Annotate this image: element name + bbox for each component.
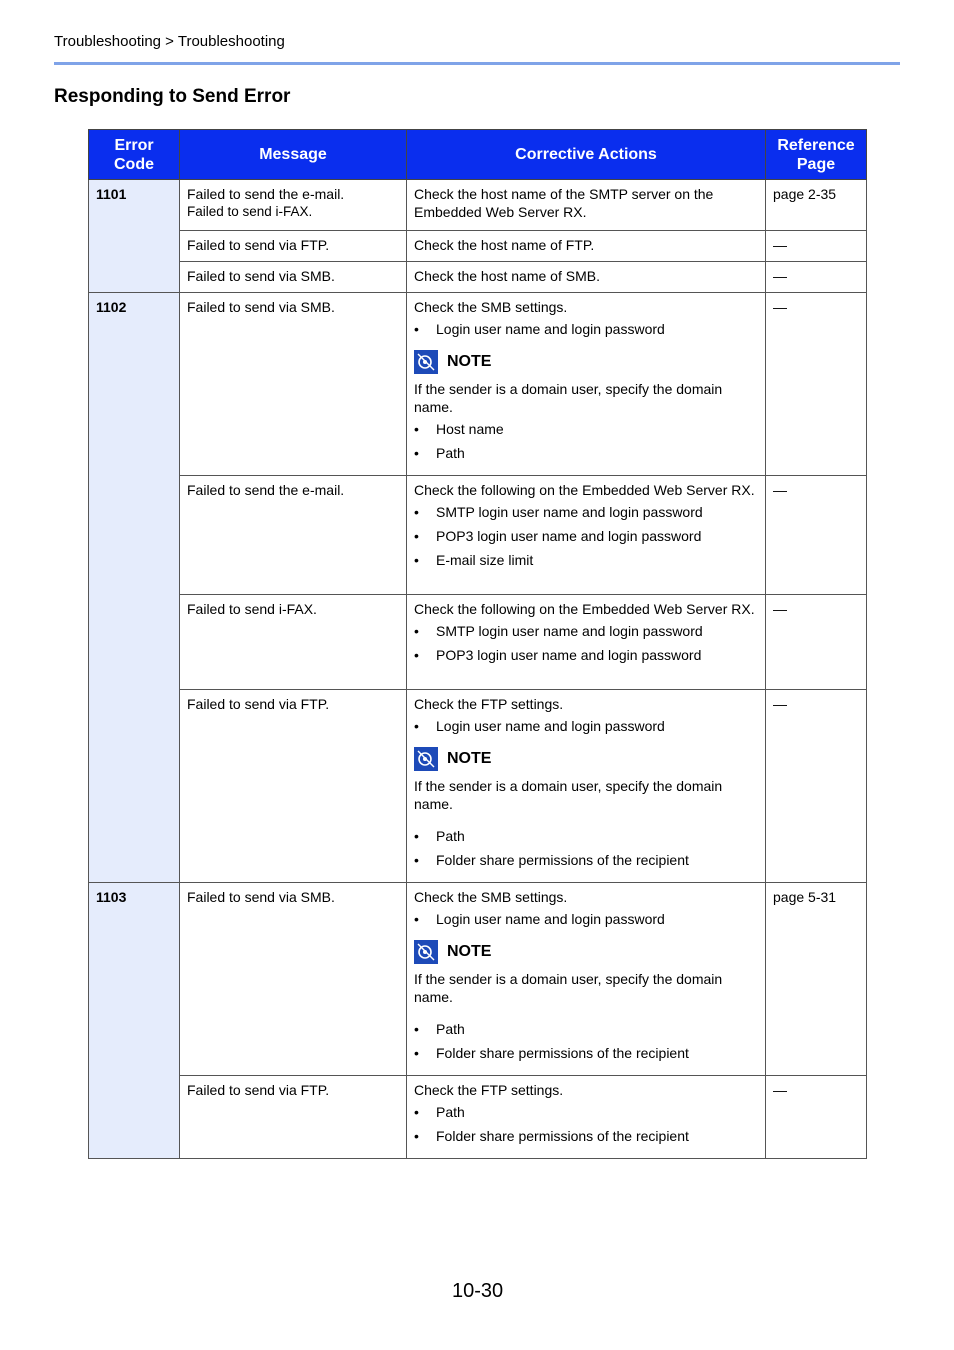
- action-cell: Check the host name of SMB.: [407, 262, 766, 293]
- action-list: [414, 1103, 758, 1145]
- action-cell: [407, 476, 766, 595]
- list-item: • SMTP login user name and login password: [414, 622, 758, 640]
- list-item: • Path: [414, 444, 758, 462]
- note-text: If the sender is a domain user, specify the domain name.: [414, 381, 723, 415]
- action-cell: [407, 180, 766, 231]
- note-label: NOTE: [447, 750, 492, 767]
- table-row: [89, 262, 867, 293]
- reference-cell: —: [766, 476, 867, 595]
- reference-cell: —: [766, 293, 867, 476]
- note-label: NOTE: [447, 353, 492, 370]
- reference-cell: —: [766, 690, 867, 883]
- note-icon: [414, 940, 438, 964]
- action-list: [414, 910, 758, 928]
- note-icon: [414, 350, 438, 374]
- action-text: Check the SMB settings.: [414, 889, 568, 905]
- header-corrective-actions: Corrective Actions: [407, 130, 766, 180]
- list-item: • Path: [414, 827, 758, 845]
- message-cell: Failed to send via SMB.: [180, 293, 407, 476]
- list-item: • Folder share permissions of the recipient: [414, 851, 758, 869]
- note-text: If the sender is a domain user, specify the domain name.: [414, 971, 723, 1005]
- action-cell: [407, 690, 766, 883]
- table-row: [89, 293, 867, 476]
- reference-cell: page 5-31: [766, 883, 867, 1076]
- note-list: [414, 420, 758, 462]
- action-text: Check the following on the Embedded Web Server RX.: [414, 482, 755, 498]
- message-cell: Failed to send via SMB.: [180, 262, 407, 293]
- list-item: • POP3 login user name and login password: [414, 527, 758, 545]
- page-number: 10-30: [452, 1280, 504, 1302]
- list-item: • Path: [414, 1020, 758, 1038]
- reference-cell: —: [766, 595, 867, 690]
- message-cell: [180, 180, 407, 231]
- table-row: [89, 476, 867, 595]
- note-heading: [414, 350, 758, 374]
- error-table: [88, 129, 867, 1159]
- action-text: Check the host name of the SMTP server on the Embedded Web Server RX.: [414, 186, 714, 220]
- header-reference-page: Reference Page: [766, 130, 867, 180]
- message-cell: Failed to send via FTP.: [180, 1076, 407, 1159]
- header-error-code: Error Code: [89, 130, 180, 180]
- note-list: [414, 1020, 758, 1062]
- error-code-cell: 1103: [89, 883, 180, 1159]
- list-item: • Login user name and login password: [414, 320, 758, 338]
- message-cell: Failed to send i-FAX.: [180, 595, 407, 690]
- note-label: NOTE: [447, 943, 492, 960]
- action-text: Check the FTP settings.: [414, 1082, 564, 1098]
- action-cell: [407, 293, 766, 476]
- table-row: [89, 1076, 867, 1159]
- table-row: [89, 690, 867, 883]
- header-rule: [54, 62, 900, 65]
- list-item: • Path: [414, 1103, 758, 1121]
- reference-cell: —: [766, 1076, 867, 1159]
- table-row: [89, 595, 867, 690]
- list-item: • Folder share permissions of the recipient: [414, 1044, 758, 1062]
- note-list: [414, 827, 758, 869]
- action-list: [414, 717, 758, 735]
- table-row: [89, 883, 867, 1076]
- list-item: • Host name: [414, 420, 758, 438]
- error-code-cell: 1101: [89, 180, 180, 293]
- list-item: • SMTP login user name and login password: [414, 503, 758, 521]
- message-cell: Failed to send via SMB.: [180, 883, 407, 1076]
- table-row: [89, 180, 867, 231]
- message-cell: Failed to send the e-mail.: [180, 476, 407, 595]
- action-cell: [407, 1076, 766, 1159]
- message-cell: Failed to send via FTP.: [180, 690, 407, 883]
- list-item: • Login user name and login password: [414, 717, 758, 735]
- note-heading: [414, 747, 758, 771]
- action-list: [414, 622, 758, 664]
- list-item: • Login user name and login password: [414, 910, 758, 928]
- reference-cell: page 2-35: [766, 180, 867, 231]
- note-text: If the sender is a domain user, specify the domain name.: [414, 778, 723, 812]
- action-cell: [407, 883, 766, 1076]
- page-title: Responding to Send Error: [54, 86, 291, 107]
- reference-cell: —: [766, 262, 867, 293]
- header-message: Message: [180, 130, 407, 180]
- message-text: Failed to send the e-mail.: [187, 186, 345, 202]
- list-item: • Folder share permissions of the recipient: [414, 1127, 758, 1145]
- reference-cell: —: [766, 231, 867, 262]
- action-list: [414, 320, 758, 338]
- table-header-row: [89, 130, 867, 180]
- breadcrumb: Troubleshooting > Troubleshooting: [54, 33, 285, 50]
- action-cell: [407, 595, 766, 690]
- list-item: • E-mail size limit: [414, 551, 758, 569]
- action-list: [414, 503, 758, 569]
- action-text: Check the following on the Embedded Web Server RX.: [414, 601, 755, 617]
- error-code-cell: 1102: [89, 293, 180, 883]
- action-cell: Check the host name of FTP.: [407, 231, 766, 262]
- message-cell: Failed to send via FTP.: [180, 231, 407, 262]
- note-heading: [414, 940, 758, 964]
- list-item: • POP3 login user name and login password: [414, 646, 758, 664]
- message-text: Failed to send i-FAX.: [187, 204, 313, 219]
- table-row: [89, 231, 867, 262]
- note-icon: [414, 747, 438, 771]
- action-text: Check the SMB settings.: [414, 299, 568, 315]
- action-text: Check the FTP settings.: [414, 696, 564, 712]
